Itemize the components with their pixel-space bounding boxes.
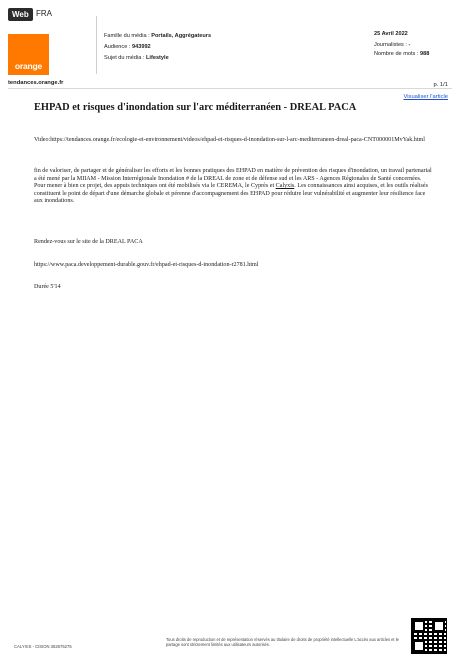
view-article-link[interactable]: Visualiser l'article <box>403 94 448 100</box>
publication-date <box>374 31 408 38</box>
article-paragraph <box>34 168 432 206</box>
dreal-url-text[interactable]: https://www.paca.developpement-durable.gouv.fr/ehpad-et-risques-d-inondation-r2781.html <box>34 262 259 268</box>
paragraph-text-end: . Les connaissances ainsi acquises, et les outils réalisés constituent le point de départ d'une démarche globale et pérenne d'accompagnement des EHPAD pour réduire leur vulnérabilité et augmenter leur résilience face aux inondations. <box>34 183 428 205</box>
footer-reference: CALYXIS - CISION 362675275 <box>14 644 72 649</box>
media-family-value: Portails, Aggrégateurs <box>151 33 212 39</box>
media-family-label: Famille du média : <box>104 33 150 39</box>
web-badge: Web <box>8 8 33 21</box>
media-family <box>104 33 211 40</box>
paragraph-text-start: fin de valoriser, de partager et de généraliser les efforts et les bonnes pratiques des EHPAD en matière de prévention des risques d'inondation, un travail partenarial a été mené par la MIIAM - Mission Interrégionale Inondation # de la DREAL de zone et de défense sud et les ARS - Agences Régionales de Santé concernées. Pour mener à bien ce projet, des appuis techniques ont été mobilisés via le CEREMA, le Cyprès et <box>34 168 432 190</box>
duration <box>34 284 432 292</box>
footer-copyright: Tous droits de reproduction et de représentation réservés au titulaire de droits de propriété intellectuelle L'accès aux articles et le partage sont strictement limités aux utilisateurs autorisés. <box>166 637 399 648</box>
video-url <box>34 137 432 145</box>
article-title: EHPAD et risques d'inondation sur l'arc méditerranéen - DREAL PACA <box>34 102 357 113</box>
journalists-label: Journalistes : <box>374 42 407 48</box>
journalists-value: - <box>408 42 411 48</box>
rendezvous-text: Rendez-vous sur le site de la DREAL PACA <box>34 239 143 245</box>
media-subject <box>104 55 169 62</box>
dreal-url <box>34 262 432 270</box>
media-subject-value: Lifestyle <box>146 55 169 61</box>
word-count-value: 988 <box>420 51 430 57</box>
source-site: tendances.orange.fr <box>8 80 64 86</box>
word-count <box>374 51 429 58</box>
paragraph-text <box>34 168 432 206</box>
logo-text: orange <box>14 61 43 71</box>
header-rule <box>8 88 452 89</box>
orange-logo <box>8 34 49 75</box>
date-value: 25 Avril 2022 <box>374 31 408 37</box>
video-url-text: Video:https://tendances.orange.fr/ecologie-et-environnement/videos/ehpad-et-risques-d-inondation-sur-l-arc-mediterraneen-dreal-paca-CNT000001MvYak.html <box>34 137 425 143</box>
calyxis-link[interactable]: Calyxis <box>275 183 295 190</box>
rendezvous-line <box>34 239 432 247</box>
language-label: FRA <box>36 9 52 18</box>
audience <box>104 44 151 51</box>
page-number: p. 1/1 <box>433 82 448 88</box>
word-count-label: Nombre de mots : <box>374 51 419 57</box>
audience-value: 943992 <box>132 44 151 50</box>
audience-label: Audience : <box>104 44 131 50</box>
media-subject-label: Sujet du média : <box>104 55 145 61</box>
duration-text: Durée 5'14 <box>34 284 61 290</box>
header-divider <box>96 16 97 74</box>
journalists <box>374 42 410 49</box>
qr-code-icon <box>411 618 447 654</box>
